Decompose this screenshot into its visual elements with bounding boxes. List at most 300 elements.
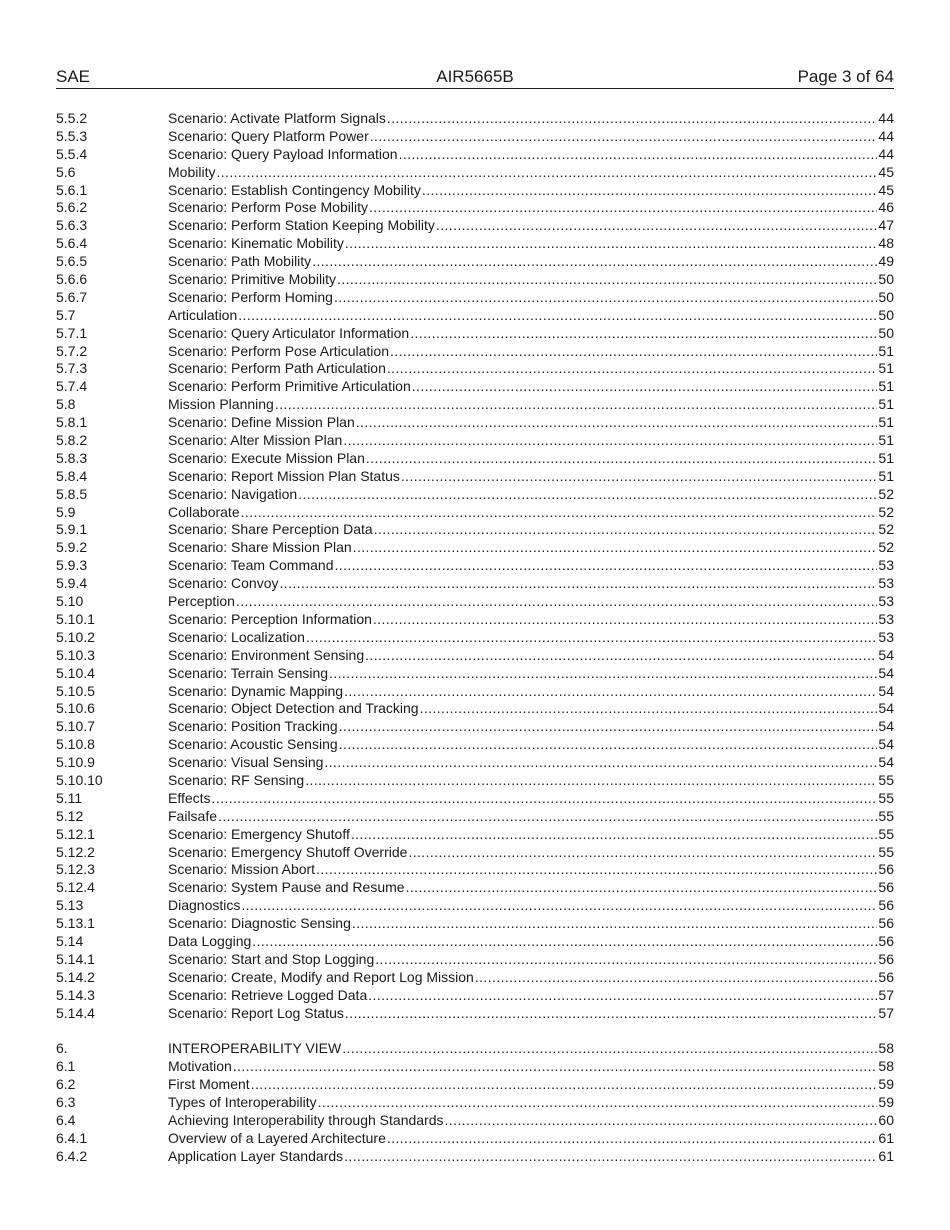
toc-page-number: 51 [878,449,894,466]
toc-page-number: 56 [878,968,894,985]
toc-entry-line [168,683,894,701]
toc-section-title: Scenario: RF Sensing [168,771,305,788]
toc-entry[interactable] [56,718,894,736]
toc-entry-line [168,665,894,683]
toc-section-number: 5.11 [56,789,83,806]
toc-section-title: Overview of a Layered Architecture [168,1129,386,1146]
toc-dot-leader [344,1148,877,1166]
toc-page-number: 50 [878,288,894,305]
toc-page-number: 53 [878,628,894,645]
toc-page-number: 54 [878,646,894,663]
toc-dot-leader [252,933,877,951]
toc-entry-line [168,933,894,951]
toc-entry-line [168,736,894,754]
toc-section-number: 5.14.1 [56,950,95,967]
toc-entry[interactable] [56,432,894,450]
toc-section-title: Scenario: Perform Path Articulation [168,360,386,377]
toc-section-title: Scenario: Share Mission Plan [168,539,352,556]
toc-page-number: 55 [878,825,894,842]
toc-entry-line [168,378,894,396]
toc-section-number: 5.5.4 [56,145,88,162]
toc-entry[interactable] [56,915,894,933]
toc-entry[interactable] [56,289,894,307]
toc-entry[interactable] [56,468,894,486]
toc-section-number: 5.10.3 [56,646,95,663]
toc-entry-line [168,1040,894,1058]
toc-section-title: Application Layer Standards [168,1147,344,1164]
toc-section-title: Scenario: Start and Stop Logging [168,950,375,967]
toc-section-number: 5.6.6 [56,271,88,288]
toc-dot-leader [373,611,878,629]
toc-dot-leader [390,343,877,361]
toc-section-number: 5.10.8 [56,736,95,753]
toc-section-number: 5.9 [56,503,76,520]
toc-section-title: Types of Interoperability [168,1093,317,1110]
toc-entry-line [168,790,894,808]
toc-section-number: 5.5.3 [56,127,88,144]
toc-page-number: 54 [878,718,894,735]
toc-entry[interactable] [56,647,894,665]
toc-page-number: 50 [878,271,894,288]
toc-section-number: 5.7 [56,306,76,323]
toc-section-title: Scenario: Perception Information [168,610,372,627]
toc-entry-line [168,969,894,987]
toc-page-number: 44 [878,145,894,162]
toc-entry[interactable] [56,575,894,593]
toc-entry[interactable] [56,217,894,235]
toc-entry-line [168,539,894,557]
toc-section-title: Scenario: Share Perception Data [168,521,373,538]
toc-dot-leader [339,736,878,754]
toc-section-number: 5.6.4 [56,235,88,252]
toc-dot-leader [343,432,877,450]
toc-section-number: 5.12.1 [56,825,95,842]
toc-section-title: Perception [168,593,235,610]
toc-entry-line [168,110,894,128]
toc-section-title: Scenario: Report Mission Plan Status [168,467,400,484]
toc-dot-leader [337,271,877,289]
toc-section-title: Scenario: Acoustic Sensing [168,736,338,753]
toc-dot-leader [387,360,878,378]
toc-dot-leader [306,629,877,647]
toc-page-number: 52 [878,485,894,502]
toc-entry-line [168,700,894,718]
toc-entry-line [168,844,894,862]
toc-section-title: Scenario: Define Mission Plan [168,414,355,431]
toc-section-title: Scenario: Retrieve Logged Data [168,986,368,1003]
toc-entry[interactable] [56,593,894,611]
toc-section-title: Scenario: Convoy [168,575,279,592]
toc-entry[interactable] [56,1148,894,1166]
toc-entry-line [168,1005,894,1023]
toc-section-title: Scenario: Dynamic Mapping [168,682,344,699]
toc-dot-leader [345,235,878,253]
toc-entry[interactable] [56,933,894,951]
toc-page-number: 52 [878,539,894,556]
toc-section-title: Achieving Interoperability through Standards [168,1111,444,1128]
toc-section-number: 5.14.3 [56,986,95,1003]
toc-section-title: Scenario: Execute Mission Plan [168,449,365,466]
toc-entry-line [168,557,894,575]
toc-dot-leader [368,987,877,1005]
toc-entry-line [168,951,894,969]
toc-page-number: 56 [878,879,894,896]
toc-dot-leader [420,700,878,718]
toc-dot-leader [406,879,878,897]
toc-section-number: 5.9.3 [56,557,88,574]
toc-entry[interactable] [56,343,894,361]
toc-entry[interactable] [56,1005,894,1023]
toc-page-number: 49 [878,253,894,270]
toc-section-title: Scenario: Path Mobility [168,253,312,270]
toc-entry-line [168,1130,894,1148]
toc-page-number: 56 [878,897,894,914]
toc-section-number: 6.4 [56,1111,76,1128]
toc-section-title: Scenario: Activate Platform Signals [168,110,386,126]
toc-entry[interactable] [56,754,894,772]
toc-section-number: 5.12.4 [56,879,95,896]
toc-dot-leader [366,450,878,468]
toc-entry[interactable] [56,700,894,718]
toc-dot-leader [356,414,878,432]
toc-page-number: 48 [878,235,894,252]
toc-page-number: 51 [878,342,894,359]
toc-page-number: 58 [878,1058,894,1075]
toc-section-title: Articulation [168,306,238,323]
toc-page-number: 51 [878,432,894,449]
toc-section-title: Mobility [168,163,216,180]
toc-dot-leader [387,1130,878,1148]
toc-section-number: 5.9.2 [56,539,88,556]
toc-dot-leader [401,468,878,486]
toc-section-title: Scenario: Alter Mission Plan [168,432,343,449]
toc-page-number: 47 [878,217,894,234]
toc-dot-leader [436,217,878,235]
toc-dot-leader [412,378,878,396]
header-page-number: Page 3 of 64 [797,67,894,86]
toc-section-title: Motivation [168,1058,232,1075]
toc-dot-leader [216,164,877,182]
toc-section-number: 5.10.10 [56,771,103,788]
toc-entry-line [168,987,894,1005]
toc-section-number: 5.10 [56,593,84,610]
toc-section-title: Scenario: Terrain Sensing [168,664,329,681]
toc-entry-line [168,826,894,844]
toc-entry-line [168,217,894,235]
toc-entry[interactable] [56,826,894,844]
toc-section-number: 6.4.2 [56,1147,88,1164]
toc-section-number: 5.13 [56,897,84,914]
toc-dot-leader [351,826,878,844]
toc-entry-line [168,611,894,629]
toc-section-number: 5.6 [56,163,76,180]
toc-dot-leader [339,718,878,736]
toc-page-number: 51 [878,378,894,395]
toc-entry[interactable] [56,414,894,432]
toc-entry[interactable] [56,629,894,647]
toc-entry[interactable] [56,396,894,414]
toc-entry[interactable] [56,271,894,289]
toc-entry[interactable] [56,110,894,128]
toc-dot-leader [241,897,877,915]
toc-dot-leader [233,1058,878,1076]
toc-page-number: 58 [878,1040,894,1057]
toc-entry[interactable] [56,164,894,182]
toc-entry-line [168,772,894,790]
toc-page-number: 54 [878,754,894,771]
toc-section-title: Scenario: Create, Modify and Report Log Mission [168,968,474,985]
toc-entry-line [168,343,894,361]
toc-page-number: 51 [878,414,894,431]
toc-dot-leader [365,647,877,665]
toc-entry-line [168,1058,894,1076]
toc-entry-line [168,199,894,217]
toc-entry-line [168,718,894,736]
toc-page-number: 51 [878,360,894,377]
toc-section-number: 5.10.5 [56,682,95,699]
toc-entry[interactable] [56,360,894,378]
toc-entry-line [168,808,894,826]
toc-section-number: 5.10.2 [56,628,95,645]
toc-page-number: 55 [878,771,894,788]
toc-entry[interactable] [56,486,894,504]
toc-entry[interactable] [56,1130,894,1148]
toc-section-number: 5.12.3 [56,861,95,878]
toc-entry-line [168,629,894,647]
toc-entry-line [168,146,894,164]
toc-section-number: 5.7.3 [56,360,88,377]
toc-entry[interactable] [56,897,894,915]
toc-entry-line [168,486,894,504]
toc-page-number: 46 [878,199,894,216]
toc-section-title: Effects [168,789,211,806]
toc-section-number: 6.4.1 [56,1129,88,1146]
toc-entry[interactable] [56,1058,894,1076]
toc-section-title: Scenario: Diagnostic Sensing [168,915,351,932]
toc-entry[interactable] [56,1094,894,1112]
toc-entry-line [168,164,894,182]
toc-entry[interactable] [56,307,894,325]
toc-dot-leader [212,790,878,808]
toc-page-number: 50 [878,306,894,323]
toc-section-number: 5.7.1 [56,324,88,341]
toc-section-number: 5.13.1 [56,915,95,932]
toc-dot-leader [334,557,877,575]
toc-entry[interactable] [56,450,894,468]
toc-dot-leader [410,325,877,343]
toc-dot-leader [329,665,877,683]
toc-section-title: Scenario: Perform Homing [168,288,333,305]
toc-page-number: 45 [878,163,894,180]
toc-section-title: Scenario: Navigation [168,485,298,502]
toc-entry[interactable] [56,969,894,987]
toc-section-number: 5.6.5 [56,253,88,270]
toc-dot-leader [375,951,877,969]
toc-page-number: 57 [878,986,894,1003]
toc-section-title: Mission Planning [168,396,274,413]
toc-entry-line [168,414,894,432]
toc-page-number: 50 [878,324,894,341]
toc-section-title: Scenario: Emergency Shutoff [168,825,350,842]
toc-page-number: 56 [878,915,894,932]
toc-section-number: 5.10.4 [56,664,95,681]
toc-entry[interactable] [56,521,894,539]
toc-section-title: Scenario: Localization [168,628,305,645]
toc-entry[interactable] [56,1040,894,1058]
toc-entry-line [168,307,894,325]
toc-section-number: 5.8 [56,396,76,413]
toc-entry[interactable] [56,325,894,343]
toc-entry[interactable] [56,879,894,897]
toc-entry-line [168,1112,894,1130]
toc-section-title: INTEROPERABILITY VIEW [168,1040,342,1057]
toc-entry[interactable] [56,182,894,200]
table-of-contents [56,110,894,1166]
toc-entry-line [168,468,894,486]
toc-section-title: Diagnostics [168,897,241,914]
toc-dot-leader [342,1040,877,1058]
toc-dot-leader [334,289,877,307]
toc-entry-line [168,897,894,915]
toc-entry[interactable] [56,378,894,396]
toc-entry[interactable] [56,736,894,754]
toc-entry[interactable] [56,861,894,879]
toc-entry-line [168,289,894,307]
toc-section-title: Scenario: Query Articulator Information [168,324,410,341]
toc-section-title: Scenario: Perform Station Keeping Mobility [168,217,435,234]
toc-entry[interactable] [56,611,894,629]
toc-dot-leader [316,861,877,879]
toc-page-number: 59 [878,1076,894,1093]
toc-entry-line [168,521,894,539]
toc-entry[interactable] [56,808,894,826]
toc-page-number: 45 [878,181,894,198]
toc-page-number: 54 [878,664,894,681]
toc-section-title: First Moment [168,1076,250,1093]
toc-page-number: 56 [878,932,894,949]
toc-entry-line [168,360,894,378]
toc-entry[interactable] [56,146,894,164]
toc-entry-line [168,861,894,879]
toc-dot-leader [353,539,878,557]
toc-dot-leader [475,969,878,987]
toc-dot-leader [422,182,878,200]
toc-section-number: 5.14.4 [56,1004,95,1021]
toc-section-number: 5.8.3 [56,449,88,466]
toc-section-number: 5.7.4 [56,378,88,395]
toc-page-number: 55 [878,843,894,860]
toc-section-title: Scenario: Perform Pose Articulation [168,342,389,359]
toc-section-title: Scenario: Perform Pose Mobility [168,199,368,216]
toc-dot-leader [399,146,878,164]
header-document-id: AIR5665B [436,67,514,86]
toc-dot-leader [318,1094,878,1112]
toc-entry[interactable] [56,128,894,146]
toc-page-number: 55 [878,789,894,806]
toc-dot-leader [298,486,877,504]
toc-section-number: 5.9.4 [56,575,88,592]
toc-section-title: Data Logging [168,932,252,949]
toc-section-number: 5.10.7 [56,718,95,735]
toc-page-number: 51 [878,396,894,413]
toc-entry[interactable] [56,987,894,1005]
toc-section-number: 5.6.2 [56,199,88,216]
toc-entry-line [168,432,894,450]
toc-entry[interactable] [56,1112,894,1130]
toc-dot-leader [352,915,878,933]
toc-section-number: 5.12.2 [56,843,95,860]
toc-dot-leader [345,1005,878,1023]
toc-entry[interactable] [56,683,894,701]
toc-section-title: Scenario: Emergency Shutoff Override [168,843,408,860]
toc-entry[interactable] [56,539,894,557]
toc-section-number: 5.6.7 [56,288,88,305]
toc-section-title: Scenario: Perform Primitive Articulation [168,378,411,395]
toc-entry-line [168,754,894,772]
toc-page-number: 51 [878,467,894,484]
toc-page-number: 44 [878,127,894,144]
toc-page-number: 53 [878,557,894,574]
toc-section-title: Scenario: Position Tracking [168,718,338,735]
toc-section-title: Scenario: Query Platform Power [168,127,369,144]
toc-dot-leader [275,396,878,414]
toc-page-number: 52 [878,503,894,520]
toc-section-number: 5.6.3 [56,217,88,234]
toc-section-title: Scenario: Query Payload Information [168,145,398,162]
toc-section-number: 5.6.1 [56,181,88,198]
toc-section-number: 5.14 [56,932,84,949]
toc-page-number: 59 [878,1093,894,1110]
toc-page-number: 54 [878,682,894,699]
toc-entry-line [168,504,894,522]
toc-section-title: Failsafe [168,807,218,824]
toc-entry[interactable] [56,790,894,808]
toc-section-title: Scenario: Visual Sensing [168,754,324,771]
toc-dot-leader [370,128,878,146]
toc-section-number: 5.10.1 [56,610,95,627]
toc-entry[interactable] [56,253,894,271]
toc-entry[interactable] [56,844,894,862]
toc-entry[interactable] [56,504,894,522]
toc-section-number: 5.12 [56,807,84,824]
toc-section-title: Scenario: Kinematic Mobility [168,235,344,252]
toc-section-number: 5.8.4 [56,467,88,484]
header-organization: SAE [56,67,91,86]
toc-entry-line [168,647,894,665]
toc-entry[interactable] [56,951,894,969]
toc-dot-leader [387,110,878,128]
toc-section-number: 5.9.1 [56,521,88,538]
toc-section-number: 5.8.5 [56,485,88,502]
toc-section-number: 5.10.6 [56,700,95,717]
toc-entry-line [168,879,894,897]
toc-entry[interactable] [56,1076,894,1094]
toc-dot-leader [374,521,878,539]
toc-entry[interactable] [56,665,894,683]
toc-dot-leader [305,772,877,790]
toc-section-title: Scenario: System Pause and Resume [168,879,405,896]
toc-entry[interactable] [56,199,894,217]
toc-entry[interactable] [56,557,894,575]
toc-section-number: 5.14.2 [56,968,95,985]
toc-entry[interactable] [56,772,894,790]
toc-entry-line [168,915,894,933]
toc-entry-line [168,182,894,200]
toc-section-number: 5.5.2 [56,110,88,126]
toc-entry-line [168,593,894,611]
toc-entry[interactable] [56,235,894,253]
toc-section-title: Scenario: Team Command [168,557,334,574]
